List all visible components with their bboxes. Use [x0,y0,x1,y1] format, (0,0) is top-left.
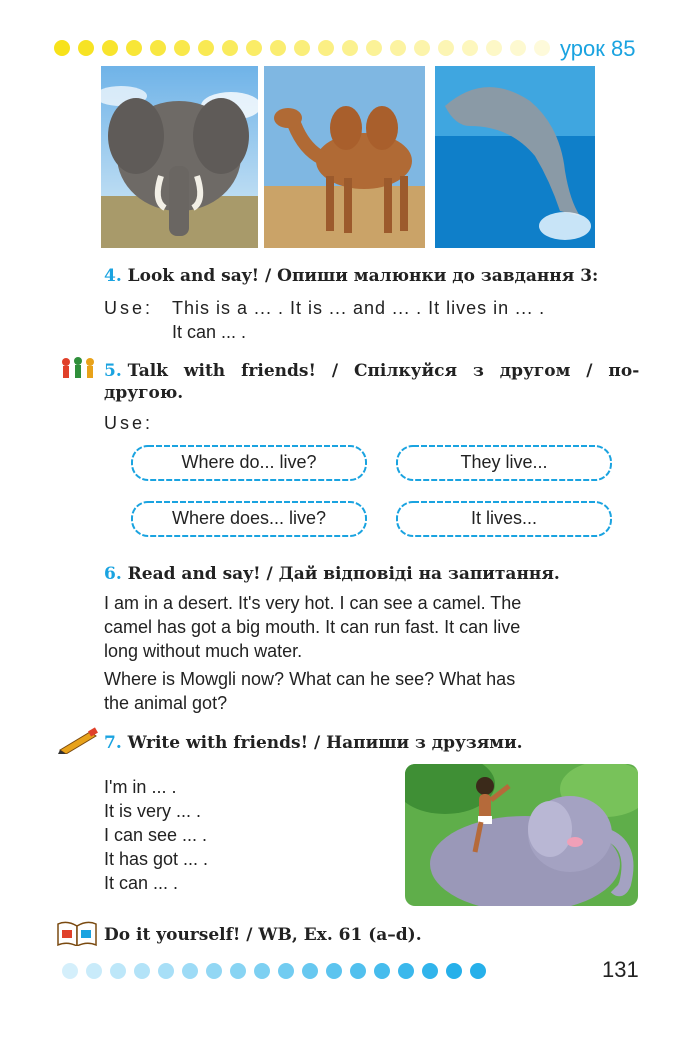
mowgli-elephant-illustration [405,764,638,906]
elephant-photo [101,66,258,248]
yellow-dot [198,40,214,56]
paragraph-2-line-2: the animal got? [104,693,228,713]
exercise-5-title-line-1: Talk with friends! / Спілкуйся з другом / по- [127,361,640,381]
exercise-5-number: 5. [104,361,122,381]
blue-dot [326,963,342,979]
template-line-5: It can ... . [104,873,179,893]
exercise-6-heading [104,564,560,584]
top-dots-decoration [54,40,550,56]
exercise-4-number: 4. [104,266,122,286]
exercise-7-heading [104,733,523,753]
paragraph-2-line-1: Where is Mowgli now? What can he see? What has [104,669,516,689]
blue-dot [230,963,246,979]
yellow-dot [54,40,70,56]
speech-bubble-2 [395,444,613,482]
yellow-dot [102,40,118,56]
exercise-5-use-label: Use: [104,413,154,433]
yellow-dot [438,40,454,56]
yellow-dot [150,40,166,56]
exercise-6-paragraph-1 [104,591,644,663]
yellow-dot [366,40,382,56]
yellow-dot [318,40,334,56]
exercise-4-title: Look and say! / Опиши малюнки до завдання 3: [127,266,599,286]
speech-bubble-1 [130,444,368,482]
camel-photo [264,66,425,248]
template-line-1: I'm in ... . [104,777,177,797]
yellow-dot [174,40,190,56]
blue-dot [470,963,486,979]
speech-bubble-2-text: They live... [460,452,548,472]
lesson-label: урок 85 [560,36,636,61]
paragraph-1-line-2: camel has got a big mouth. It can run fast. It can live [104,617,521,637]
speech-bubble-4 [395,500,613,538]
yellow-dot [534,40,550,56]
yellow-dot [246,40,262,56]
blue-dot [110,963,126,979]
blue-dot [422,963,438,979]
yellow-dot [486,40,502,56]
exercise-5-heading [104,361,640,403]
blue-dot [302,963,318,979]
paragraph-1-line-1: I am in a desert. It's very hot. I can see a camel. The [104,593,522,613]
blue-dot [86,963,102,979]
exercise-7-number: 7. [104,733,122,753]
yellow-dot [270,40,286,56]
exercise-6-title: Read and say! / Дай відповіді на запитання. [127,564,560,584]
exercise-7-template-lines [104,775,208,895]
blue-dot [398,963,414,979]
dolphin-photo [435,66,595,248]
friends-icon [58,356,98,387]
bottom-dots-decoration [62,963,486,979]
exercise-7-title: Write with friends! / Напиши з друзями. [127,733,523,753]
template-line-2: It is very ... . [104,801,202,821]
yellow-dot [390,40,406,56]
yellow-dot [342,40,358,56]
speech-bubble-4-text: It lives... [470,508,537,528]
blue-dot [254,963,270,979]
do-it-yourself-text: Do it yourself! / WB, Ex. 61 (a–d). [104,925,422,945]
yellow-dot [414,40,430,56]
exercise-5-title-line-2: другою. [104,383,184,403]
blue-dot [206,963,222,979]
speech-bubble-3-text: Where does... live? [171,508,327,528]
exercise-6-number: 6. [104,564,122,584]
blue-dot [446,963,462,979]
yellow-dot [462,40,478,56]
speech-bubble-3 [130,500,368,538]
exercise-4-line-1: This is a ... . It is ... and ... . It lives in ... . [172,298,546,318]
yellow-dot [510,40,526,56]
yellow-dot [78,40,94,56]
blue-dot [182,963,198,979]
yellow-dot [222,40,238,56]
speech-bubble-1-text: Where do... live? [181,452,317,472]
template-line-4: It has got ... . [104,849,209,869]
blue-dot [350,963,366,979]
exercise-4-heading [104,266,598,286]
exercise-4-line-2: It can ... . [172,322,247,342]
blue-dot [62,963,78,979]
template-line-3: I can see ... . [104,825,208,845]
page-number: 131 [602,957,639,982]
pencil-icon [56,726,98,759]
blue-dot [278,963,294,979]
blue-dot [158,963,174,979]
blue-dot [134,963,150,979]
yellow-dot [294,40,310,56]
blue-dot [374,963,390,979]
book-icon [56,920,98,951]
yellow-dot [126,40,142,56]
exercise-6-paragraph-2 [104,667,644,715]
paragraph-1-line-3: long without much water. [104,641,303,661]
exercise-4-use-label: Use: [104,298,154,318]
